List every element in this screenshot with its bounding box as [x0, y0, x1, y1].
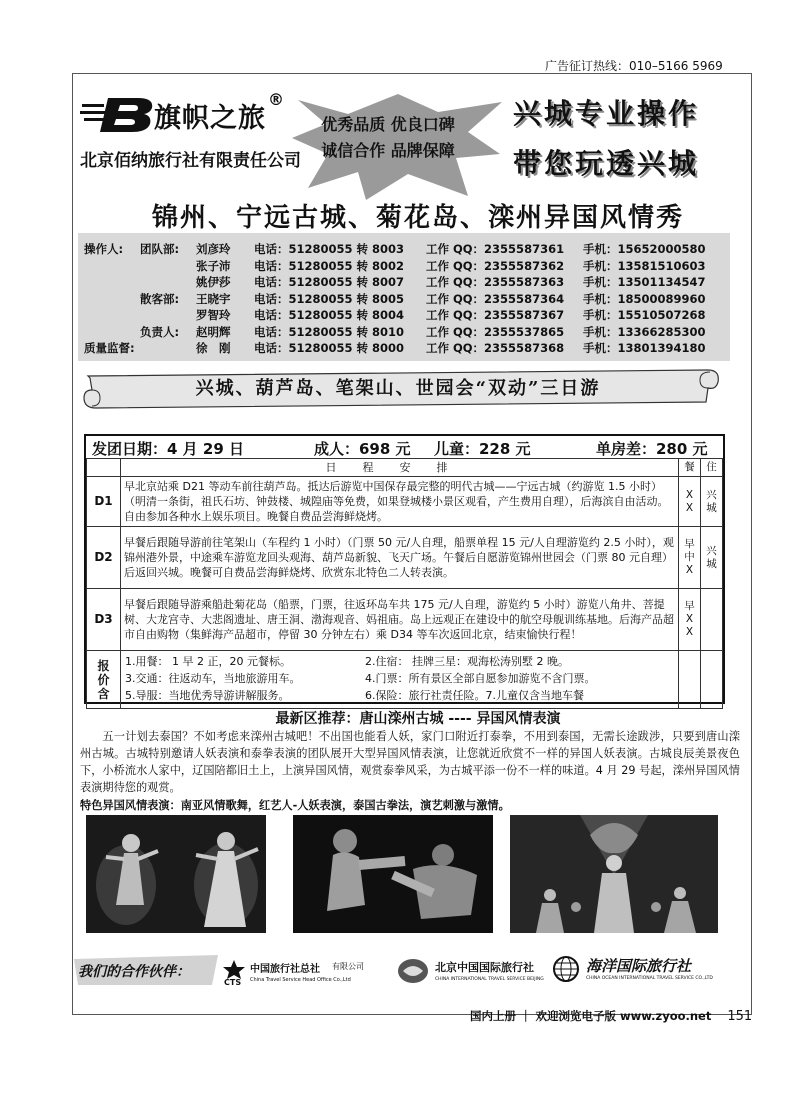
day-meals: 早 X X	[679, 589, 701, 651]
table-row	[87, 651, 723, 709]
registered-mark: ®	[268, 90, 284, 109]
table-row	[87, 589, 723, 651]
table-row	[87, 477, 723, 527]
empty-cell	[679, 651, 701, 709]
staff-qq: 工作 QQ：2355587364	[426, 291, 565, 306]
company-name: 北京佰纳旅行社有限责任公司	[80, 151, 301, 171]
day-meals: X X	[679, 477, 701, 527]
staff-name: 罗智玲	[196, 308, 231, 322]
photo-stage-show	[510, 815, 718, 933]
main-title: 锦州、宁远古城、菊花岛、滦州异国风情秀	[151, 203, 684, 233]
day-label: D3	[87, 589, 121, 651]
day-schedule: 早餐后跟随导游前往笔架山（车程约 1 小时）（门票 50 元/人自理，船票单程 15 元/人自理游览约 2.5 小时），观锦州港外景，中途乘车游览龙回头观海、葫芦岛新貌、飞天广场。午餐后自愿游览锦州世园会（门票 80 元自理）后返回兴城。晚餐可自费品尝海鲜烧烤、欣赏东北特色二人转表演。	[121, 527, 679, 589]
cts-name: 中国旅行社总社	[250, 964, 320, 975]
staff-row	[78, 274, 730, 290]
schedule-grid	[86, 458, 723, 709]
day-label: D2	[87, 527, 121, 589]
price-item: 1.用餐： 1 早 2 正，20 元餐标。	[125, 655, 291, 668]
staff-row	[78, 291, 730, 307]
tour-title: 兴城、葫芦岛、笔架山、世园会“双动”三日游	[195, 378, 601, 399]
staff-qq: 工作 QQ：2355587362	[426, 258, 565, 273]
price-includes-label: 报 价 含	[87, 651, 121, 709]
citsb-english: CHINA INTERNATIONAL TRAVEL SERVICE BEIJING	[435, 977, 544, 982]
corner-cell	[87, 459, 121, 477]
day-stay: 兴 城	[701, 527, 723, 589]
ocean-english: CHINA OCEAN INTERNATIONAL TRAVEL SERVICE CO.,LTD	[586, 976, 713, 981]
price-item: 2.住宿： 挂牌三星：观海松涛别墅 2 晚。	[365, 655, 569, 668]
page-number: 151	[727, 1009, 753, 1024]
staff-role: 操作人:	[84, 242, 124, 256]
table-row	[87, 527, 723, 589]
adult-price: 成人：698 元	[314, 440, 411, 458]
staff-row	[78, 258, 730, 274]
itinerary-table	[84, 434, 725, 704]
quality-badge	[303, 112, 473, 164]
staff-dept: 散客部:	[140, 291, 180, 306]
staff-tel: 电话：51280055 转 8004	[254, 308, 405, 322]
stay-header: 住	[701, 459, 723, 477]
badge-line-2: 诚信合作 品牌保障	[321, 141, 455, 160]
globe-icon	[552, 955, 580, 983]
badge-line-1: 优秀品质 优良口碑	[321, 115, 455, 134]
staff-qq: 工作 QQ：2355587367	[426, 308, 565, 322]
staff-name: 姚伊莎	[196, 275, 231, 289]
staff-row	[78, 241, 730, 257]
price-header	[86, 436, 723, 458]
child-price: 儿童：228 元	[434, 440, 531, 458]
staff-name: 赵明辉	[196, 324, 231, 339]
departure-date: 发团日期：4 月 29 日	[92, 440, 244, 458]
day-label: D1	[87, 477, 121, 527]
staff-row	[78, 340, 730, 356]
staff-mobile: 手机：13581510603	[583, 258, 706, 273]
day-schedule: 早餐后跟随导游乘船赴菊花岛（船票，门票，往返环岛车共 175 元/人自理，游览约 5 小时）游览八角井、菩提树、大龙宫寺、大悲阁遗址、唐王洞、渤海观音、妈祖庙。岛上远观正在建设中的航空母舰训练基地。后海产品超市自由购物（集鲜海产品超市，停留 30 分钟左右）乘 D34 等车次返回北京，结束愉快行程！	[121, 589, 679, 651]
partner-ocean	[552, 951, 752, 987]
page-footer	[470, 1008, 752, 1024]
schedule-header: 日程安排	[121, 459, 679, 477]
staff-qq: 工作 QQ：2355537865	[426, 324, 565, 339]
price-item: 6.保险：旅行社责任险。7.儿童仅含当地车餐	[365, 689, 584, 702]
staff-mobile: 手机：13801394180	[583, 341, 706, 355]
day-stay	[701, 589, 723, 651]
staff-role: 质量监督:	[84, 341, 135, 355]
staff-name: 刘彦玲	[196, 242, 231, 256]
partners-bar	[72, 945, 752, 989]
staff-mobile: 手机：13501134547	[583, 275, 706, 289]
slogan-line-2: 带您玩透兴城	[513, 147, 700, 180]
staff-row	[78, 307, 730, 323]
staff-tel: 电话：51280055 转 8003	[254, 242, 405, 256]
staff-mobile: 手机：15510507268	[583, 308, 706, 322]
day-stay: 兴 城	[701, 477, 723, 527]
staff-tel: 电话：51280055 转 8005	[254, 291, 405, 306]
staff-tel: 电话：51280055 转 8007	[254, 275, 405, 289]
staff-dept: 负责人:	[140, 324, 180, 339]
logo-name: 旗帜之旅	[154, 103, 266, 134]
cts-english: China Travel Service Head Office Co.,Ltd	[250, 977, 351, 983]
logo-b-icon	[80, 94, 160, 134]
citsb-name: 北京中国国际旅行社	[435, 961, 534, 974]
price-item: 3.交通：往返动车，当地旅游用车。	[125, 672, 301, 685]
staff-mobile: 手机：18500089960	[583, 291, 706, 306]
partner-citsb	[397, 953, 542, 987]
footer-text: 国内上册 ｜ 欢迎浏览电子版 www.zyoo.net	[470, 1009, 712, 1023]
staff-qq: 工作 QQ：2355587363	[426, 275, 565, 289]
staff-tel: 电话：51280055 转 8010	[254, 324, 405, 339]
recommend-body: 五一计划去泰国？不如考虑来滦州古城吧！不出国也能看人妖，家门口附近打泰拳，不用到泰国，无需长途跋涉，只要到唐山滦州古城。古城特别邀请人妖表演和泰拳表演的团队展开大型异国风情表演，让您就近欣赏不一样的异国人妖表演。古城良辰美景夜色下，小桥流水人家中，辽国陪都旧土上，上演异国风情，观赏泰拳风采，为古城平添一份不一样的味道。4 月 29 号起，滦州异国风情表演期待您的观赏。	[80, 730, 740, 794]
price-item: 4.门票：所有景区全部自愿参加游览不含门票。	[365, 672, 596, 685]
staff-qq: 工作 QQ：2355587368	[426, 341, 565, 355]
empty-cell	[701, 651, 723, 709]
staff-tel: 电话：51280055 转 8000	[254, 341, 405, 355]
meal-header: 餐	[679, 459, 701, 477]
staff-mobile: 手机：15652000580	[583, 242, 706, 256]
star-icon	[222, 959, 246, 979]
price-item: 5.导服：当地优秀导游讲解服务。	[125, 689, 290, 702]
recommend-title: 最新区推荐：唐山滦州古城 ---- 异国风情表演	[275, 711, 561, 727]
staff-row	[78, 324, 730, 340]
cts-abbr: CTS	[224, 978, 242, 987]
staff-name: 张子沛	[196, 258, 231, 273]
citsb-emblem-icon	[397, 957, 429, 985]
recommend-special: 特色异国风情表演：南亚风情歌舞，红艺人-人妖表演，泰国古拳法，演艺刺激与激情。	[80, 799, 510, 812]
day-schedule: 早北京站乘 D21 等动车前往葫芦岛。抵达后游览中国保存最完整的明代古城——宁远古城（约游览 1.5 小时）（明清一条街，祖氏石坊、钟鼓楼、城隍庙等免费，如果登城楼小景区观看，产生费用自理），后海滨自由活动。自由参加各种水上娱乐项目。晚餐自费品尝海鲜烧烤。	[121, 477, 679, 527]
cts-suffix: 有限公司	[332, 962, 364, 971]
slogan-line-1: 兴城专业操作	[513, 97, 700, 130]
day-meals: 早 中 X	[679, 527, 701, 589]
staff-mobile: 手机：13366285300	[583, 324, 706, 339]
staff-name: 王晓宇	[196, 291, 231, 306]
photo-muay-thai	[293, 815, 493, 933]
ocean-name: 海洋国际旅行社	[586, 957, 692, 975]
staff-tel: 电话：51280055 转 8002	[254, 258, 405, 273]
single-supplement: 单房差：280 元	[596, 440, 708, 458]
staff-name: 徐 刚	[196, 341, 231, 355]
staff-contacts	[78, 233, 730, 361]
ad-hotline: 广告征订热线：010–5166 5969	[545, 59, 723, 73]
staff-dept: 团队部:	[140, 242, 180, 256]
partner-cts	[222, 959, 372, 989]
staff-qq: 工作 QQ：2355587361	[426, 242, 565, 256]
photo-dancers	[86, 815, 266, 933]
price-includes	[121, 651, 679, 709]
partners-label: 我们的合作伙伴：	[78, 964, 190, 980]
